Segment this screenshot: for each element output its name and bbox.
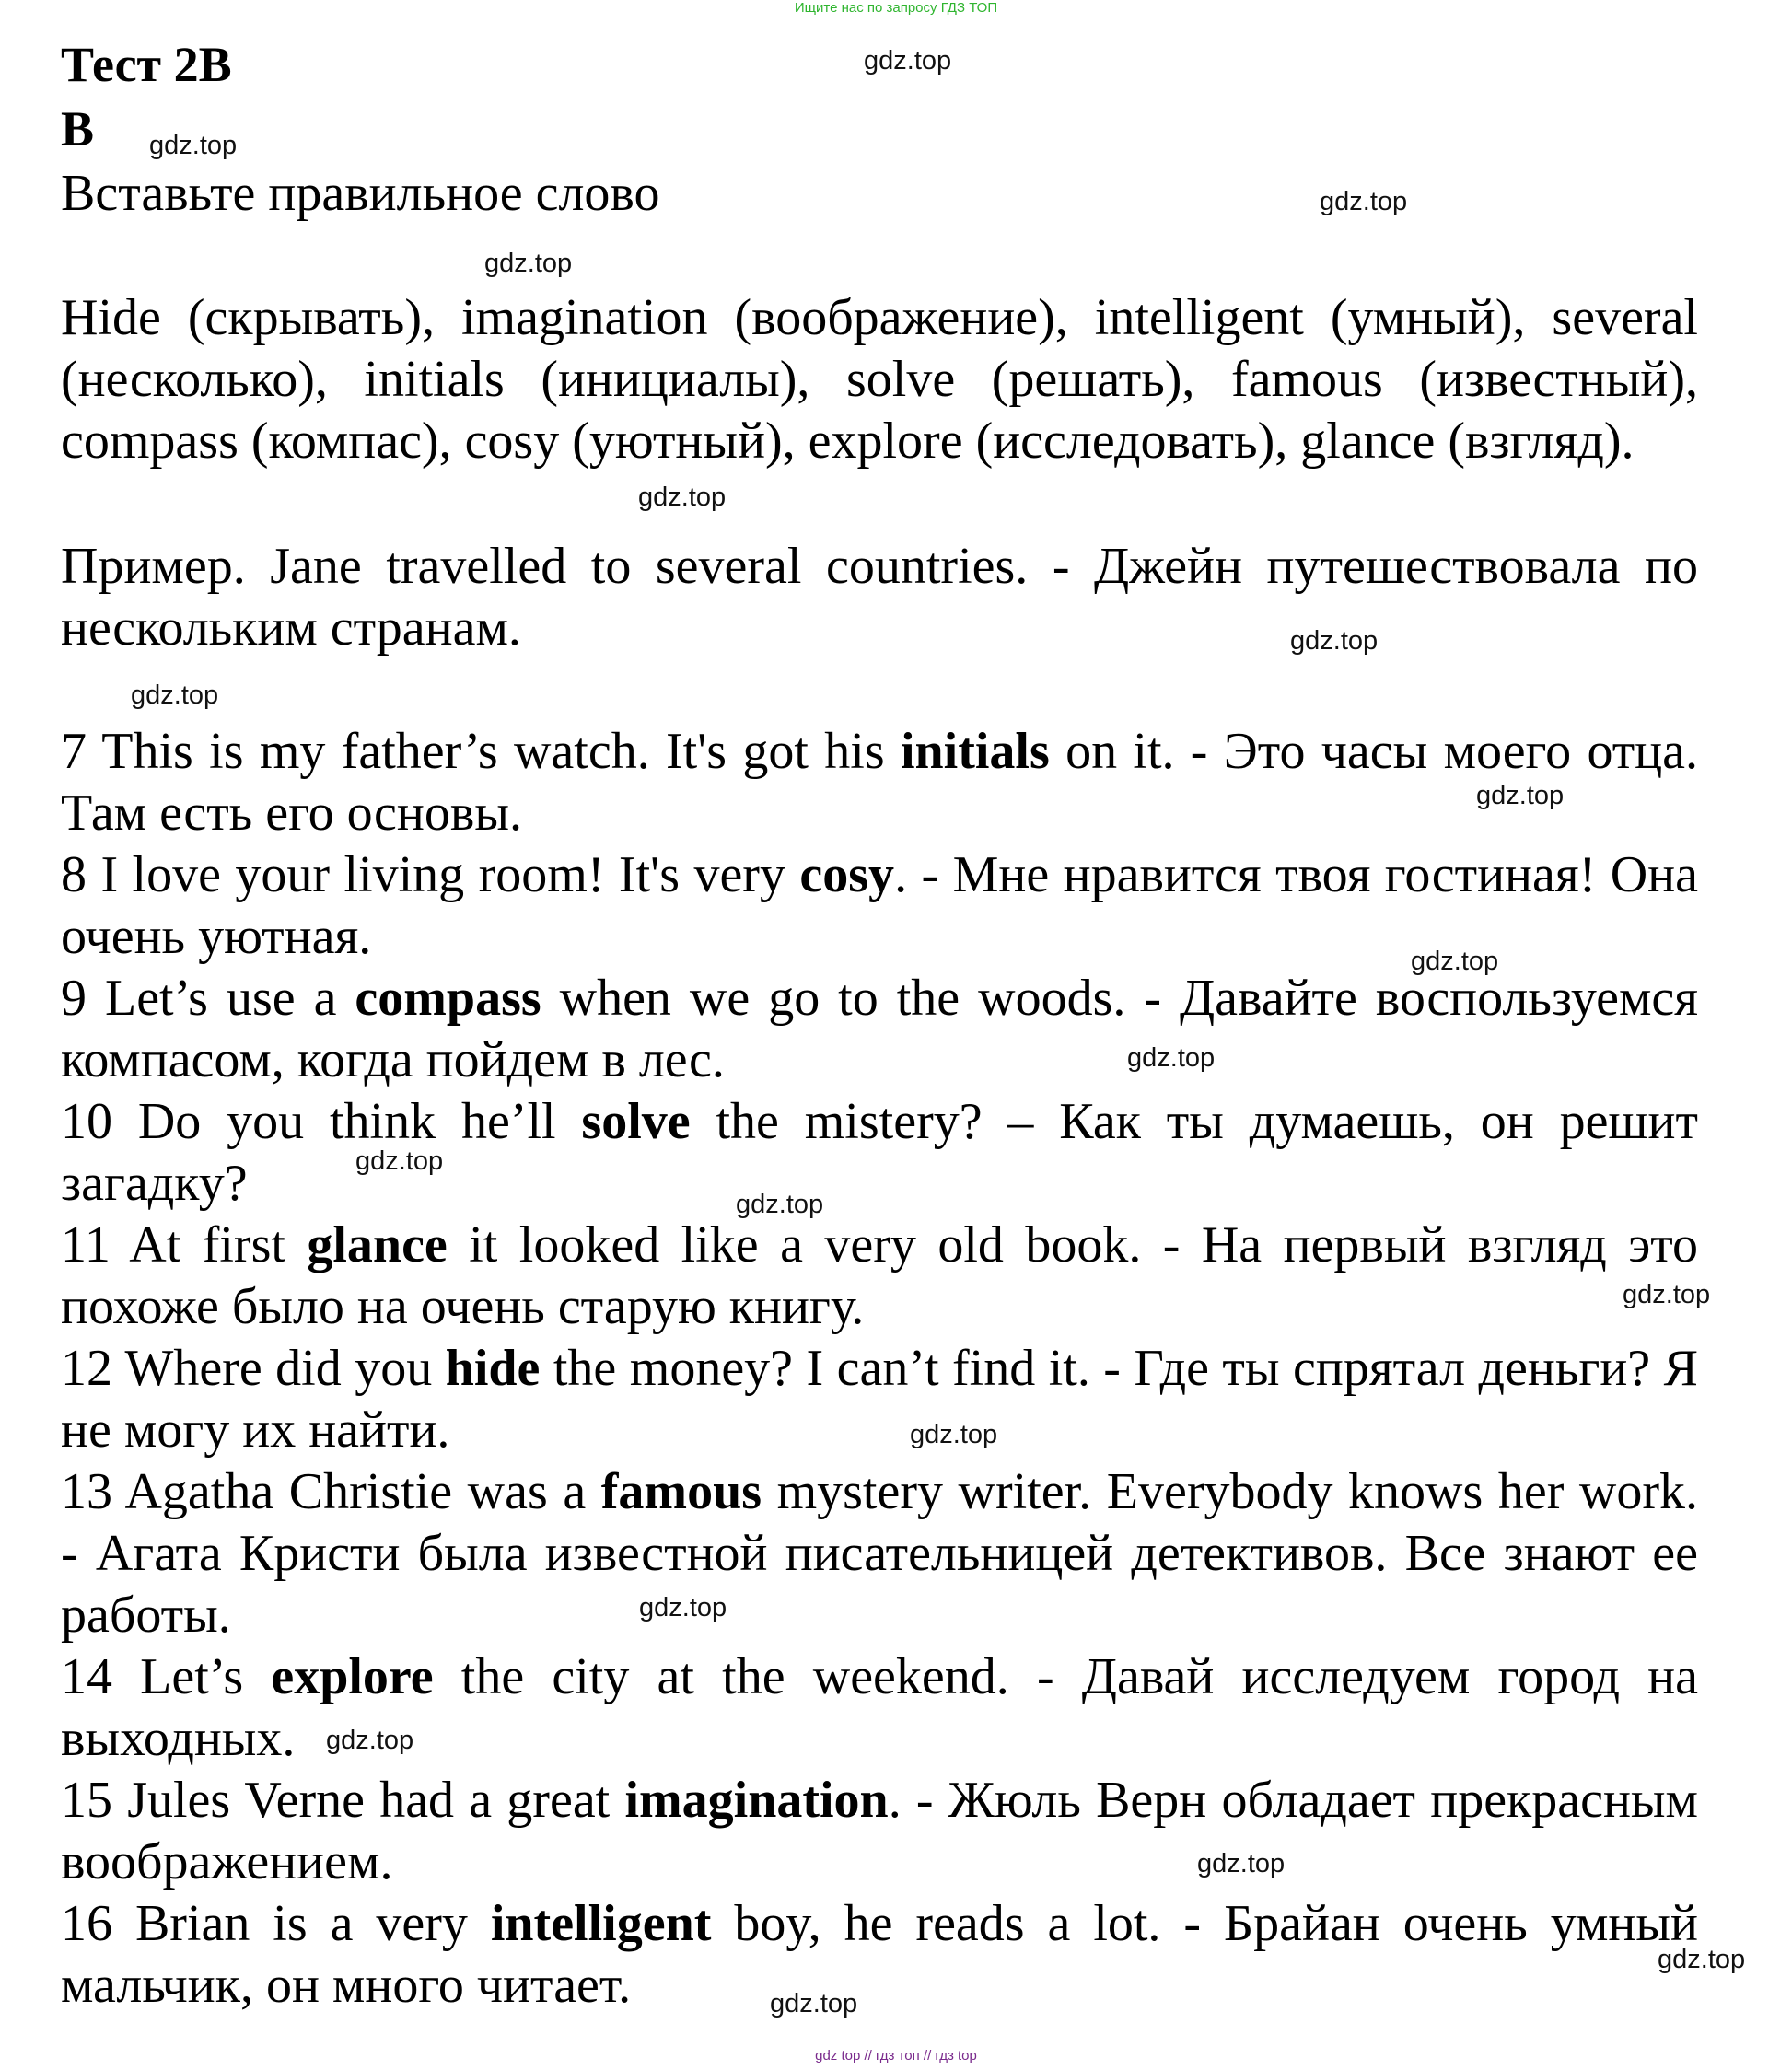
answer-item: 15 Jules Verne had a great imagination. - Жюль Верн обладает прекрасным воображением. — [61, 1772, 1698, 1890]
answer-word: intelligent — [490, 1895, 712, 1952]
answer-item: 8 I love your living room! It's very cosy. - Мне нравится твоя гостиная! Она очень уютная. — [61, 846, 1698, 965]
example: Пример. Jane travelled to several countries. - Джейн путешествовала по нескольким странам. — [61, 538, 1698, 657]
watermark: gdz.top — [639, 1593, 727, 1622]
watermark: gdz.top — [149, 131, 238, 160]
answer-item: 9 Let’s use a compass when we go to the woods. - Давайте воспользуемся компасом, когда пойдем в лес. — [61, 970, 1699, 1088]
answer-item: 7 This is my father’s watch. It's got his initials on it. - Это часы моего отца. Там есть его основы. — [61, 723, 1698, 842]
answer-word: hide — [445, 1340, 541, 1397]
watermark: gdz.top — [1127, 1043, 1216, 1073]
watermark: gdz.top — [1476, 781, 1565, 810]
answer-item: 16 Brian is a very intelligent boy, he reads a lot. - Брайан очень умный мальчик, он много читает. — [61, 1895, 1698, 2014]
answer-word: compass — [355, 970, 541, 1027]
answer-item: 13 Agatha Christie was a famous mystery writer. Everybody knows her work. - Агата Кристи была известной писательницей детективов. Все знают ее работы. — [61, 1463, 1699, 1644]
answer-item: 14 Let’s explore the city at the weekend. - Давай исследуем город на выходных. — [61, 1648, 1698, 1767]
watermark: gdz.top — [1658, 1945, 1746, 1974]
answer-item: 12 Where did you hide the money? I can’t find it. - Где ты спрятал деньги? Я не могу их найти. — [61, 1340, 1698, 1459]
watermark: gdz.top — [1411, 947, 1499, 976]
watermark: gdz.top — [326, 1726, 414, 1755]
top-banner[interactable]: Ищите нас по запросу ГДЗ ТОП — [794, 0, 998, 16]
page-title: Тест 2В — [61, 37, 232, 92]
answer-item: 11 At first glance it looked like a very old book. - На первый взгляд это похоже было на очень старую книгу. — [61, 1216, 1698, 1335]
watermark: gdz.top — [638, 483, 727, 512]
watermark: gdz.top — [1197, 1849, 1286, 1878]
answer-word: solve — [581, 1093, 691, 1150]
watermark: gdz.top — [1290, 626, 1379, 656]
watermark: gdz.top — [1320, 187, 1408, 216]
watermark: gdz.top — [770, 1989, 858, 2018]
instruction: Вставьте правильное слово — [61, 165, 660, 222]
watermark: gdz.top — [910, 1420, 998, 1449]
answer-word: famous — [600, 1463, 762, 1520]
answer-word: glance — [307, 1216, 448, 1273]
answer-word: cosy — [799, 846, 895, 903]
watermark: gdz.top — [131, 680, 219, 710]
watermark: gdz.top — [355, 1146, 444, 1176]
answer-item: 10 Do you think he’ll solve the mistery? – Как ты думаешь, он решит загадку? — [61, 1093, 1698, 1212]
watermark: gdz.top — [484, 249, 573, 278]
section-label: B — [61, 101, 95, 157]
watermark: gdz.top — [864, 46, 952, 76]
answer-word: explore — [271, 1648, 434, 1705]
watermark: gdz.top — [1623, 1280, 1711, 1309]
word-list: Hide (скрывать), imagination (воображение), intelligent (умный), several (несколько), initials (инициалы), solve (решать), famous (известный), compass (компас), cosy (уютный), explore (исследовать), glance (взгляд). — [61, 289, 1698, 470]
answer-word: initials — [900, 723, 1050, 780]
bottom-banner[interactable]: gdz top // гдз топ // гдз top — [815, 2048, 977, 2064]
answer-word: imagination — [624, 1772, 889, 1829]
watermark: gdz.top — [736, 1190, 824, 1219]
